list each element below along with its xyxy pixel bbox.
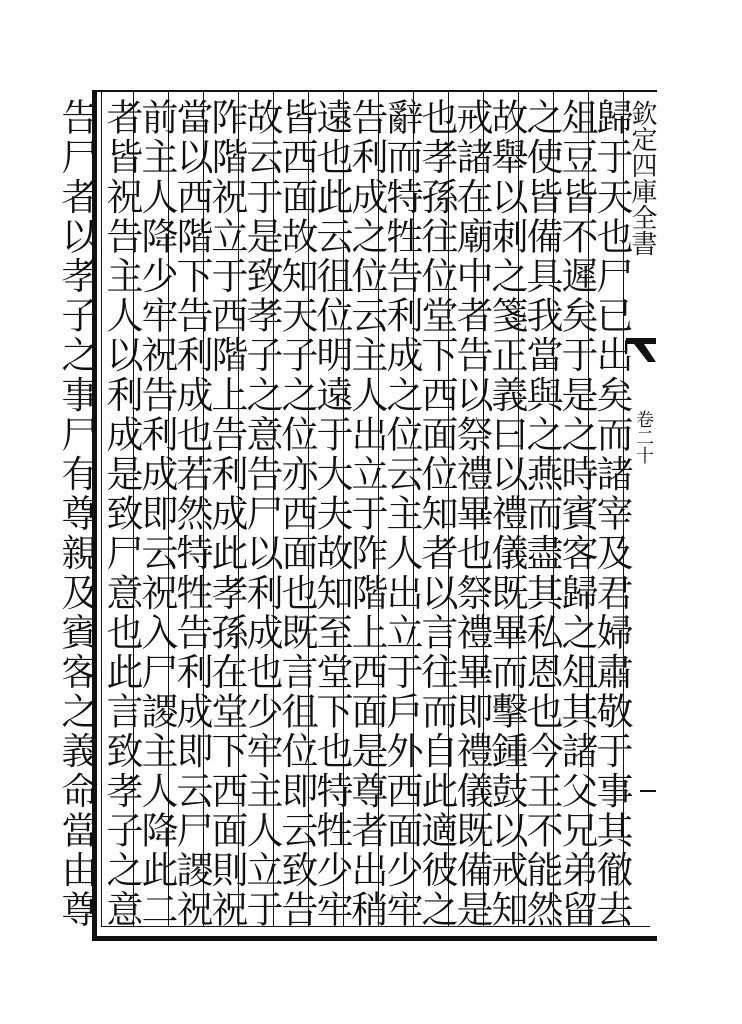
gutter-tick-mark	[640, 790, 656, 792]
text-column-1: 歸于天也尸已出矣而諸宰及君婦肅敬于事其徹去	[590, 98, 633, 930]
text-column-13: 當以西階下告利成也若然特牲告利成即云尸謖祝	[170, 98, 213, 930]
text-column-6: 也孝孫往位堂下西面位知者以言往而自此適彼之	[415, 98, 458, 930]
text-column-15: 者皆祝告主人以利成是致尸意也此言致孝子之意	[100, 98, 143, 930]
text-column-10: 皆西面故知天子之位亦西面也既言徂位即云致告	[275, 98, 318, 930]
text-column-4: 故舉以刺之箋正義曰以禮儀既畢而擊鍾鼓以戒知	[485, 98, 528, 930]
text-column-2: 俎豆皆不遲矣于是之時賓客歸之俎其諸父兄弟留	[555, 98, 598, 930]
text-column-3: 之使皆備具我當與之燕而盡其私恩也今王不能然	[520, 98, 563, 930]
text-column-14: 前主人降少牢祝告利成即云祝入尸謖主人降此二	[135, 98, 178, 930]
gutter-volume-number: 卷二十	[633, 410, 654, 464]
text-column-16: 告尸者以孝子之事尸有尊親及賓客之義命當由尊	[55, 98, 98, 930]
text-column-7: 辭而特牲告利成之位云主人出立于戶外西面少牢	[380, 98, 423, 930]
text-column-12: 阼階祝立于西階上告利成此孝孫在堂下西面則祝	[205, 98, 248, 930]
text-column-5: 戒諸在廟中者告以祭禮畢也祭禮畢即禮儀既備是	[450, 98, 493, 930]
text-column-9: 遠也此云徂位明遠于大夫故知至堂下也特牲少牢	[310, 98, 353, 930]
text-column-8: 告利成之位云主人出立于阼階上西面是尊者出稍	[345, 98, 388, 930]
text-column-11: 故云于是致孝子之意告尸以利成也少牢主人立于	[240, 98, 283, 930]
gutter-book-title: 欽定四庫全書	[627, 100, 657, 256]
